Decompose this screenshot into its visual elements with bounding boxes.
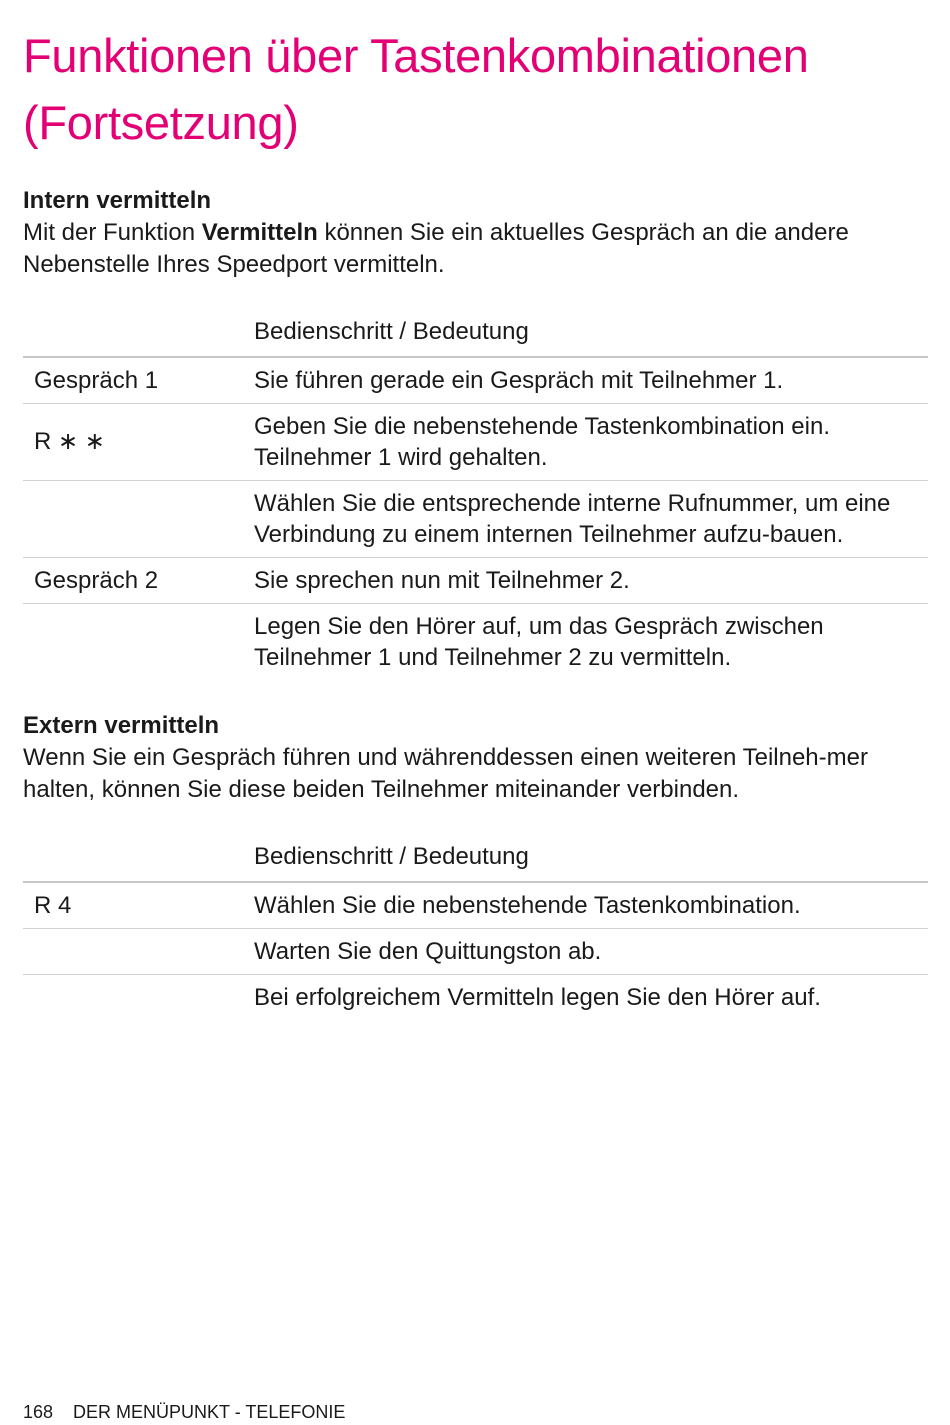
intro-text-before: Mit der Funktion	[23, 219, 202, 246]
table-extern	[23, 833, 928, 1020]
table-row	[23, 558, 928, 604]
section-intern	[23, 185, 928, 680]
footer-section-title: DER MENÜPUNKT - TELEFONIE	[73, 1402, 346, 1422]
intro-text-after: können Sie ein aktuelles Gespräch an die andere Nebenstelle Ihres Speedport vermitteln.	[23, 219, 849, 278]
section-extern	[23, 710, 928, 1020]
section-heading-extern: Extern vermitteln	[23, 712, 220, 739]
row-text: Warten Sie den Quittungston ab.	[254, 938, 602, 965]
row-label: R ∗ ∗	[34, 428, 105, 455]
row-label: Gespräch 2	[34, 567, 159, 594]
page-number: 168	[23, 1402, 54, 1422]
row-text: Wählen Sie die nebenstehende Tastenkombination.	[254, 892, 801, 919]
table-row	[23, 929, 928, 975]
section-heading-intern: Intern vermitteln	[23, 187, 212, 214]
table-row	[23, 975, 928, 1020]
row-label: R 4	[34, 892, 72, 919]
table-row	[23, 883, 928, 929]
table-header-label: Bedienschritt / Bedeutung	[254, 843, 529, 870]
section-intro-extern: Wenn Sie ein Gespräch führen und währenddessen einen weiteren Teilneh-mer halten, können Sie diese beiden Teilnehmer miteinander verbinden.	[23, 744, 868, 803]
row-text: Legen Sie den Hörer auf, um das Gespräch zwischen Teilnehmer 1 und Teilnehmer 2 zu vermitteln.	[254, 613, 824, 671]
section-intro-intern	[23, 217, 928, 281]
page-title	[23, 0, 928, 156]
row-text: Wählen Sie die entsprechende interne Rufnummer, um eine Verbindung zu einem internen Teilnehmer aufzu-bauen.	[254, 490, 891, 548]
table-header	[23, 308, 928, 358]
table-row	[23, 604, 928, 680]
table-row	[23, 481, 928, 558]
document-page	[23, 0, 928, 1020]
row-label	[23, 929, 254, 974]
row-label	[23, 481, 254, 557]
table-row	[23, 404, 928, 481]
table-intern	[23, 308, 928, 680]
row-text: Sie sprechen nun mit Teilnehmer 2.	[254, 567, 630, 594]
row-text: Geben Sie die nebenstehende Tastenkombination ein. Teilnehmer 1 wird gehalten.	[254, 413, 830, 471]
row-text: Bei erfolgreichem Vermitteln legen Sie den Hörer auf.	[254, 984, 821, 1011]
row-label: Gespräch 1	[34, 367, 159, 394]
page-title-line-2: (Fortsetzung)	[23, 96, 299, 149]
row-label	[23, 975, 254, 1020]
row-label	[23, 604, 254, 680]
table-header	[23, 833, 928, 883]
table-row	[23, 358, 928, 404]
page-title-line-1: Funktionen über Tastenkombinationen	[23, 29, 809, 82]
page-footer	[23, 1400, 345, 1424]
table-header-label: Bedienschritt / Bedeutung	[254, 318, 529, 345]
intro-text-bold: Vermitteln	[201, 219, 318, 246]
row-text: Sie führen gerade ein Gespräch mit Teilnehmer 1.	[254, 367, 784, 394]
